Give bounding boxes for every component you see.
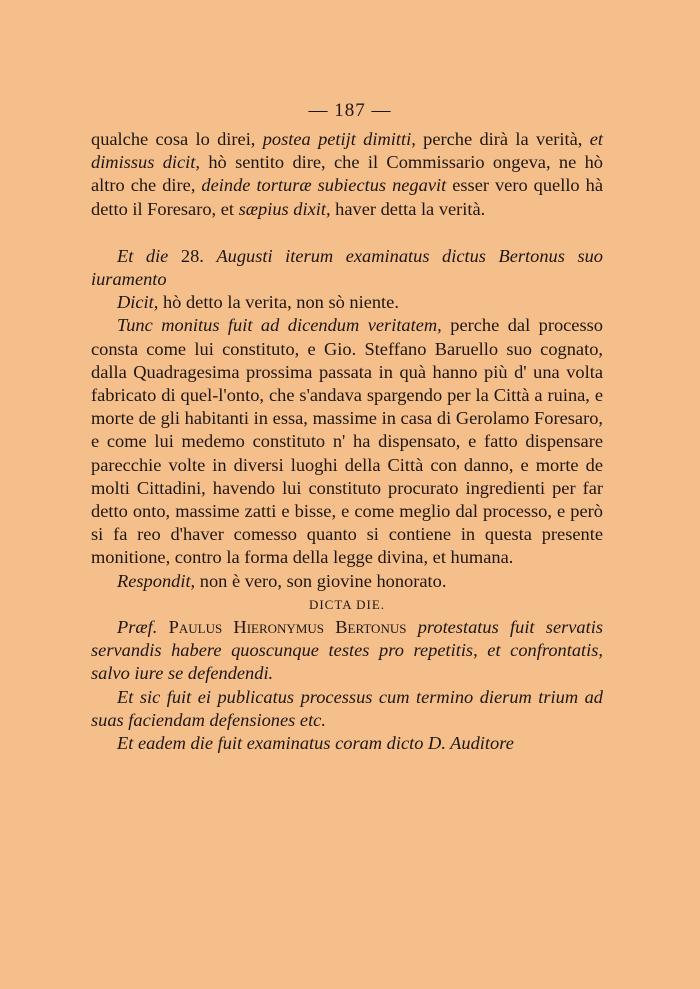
text-run: 28. xyxy=(168,245,217,266)
page-number: — 187 — xyxy=(308,100,392,121)
paragraph xyxy=(91,314,603,569)
italic-text: et dimissus dicit, xyxy=(91,129,603,173)
paragraph-gap xyxy=(91,221,603,245)
text-run: hò sentito dire, che il Commissario ongeva, ne hò altro che dire, xyxy=(91,152,603,196)
page-body-text xyxy=(91,128,603,755)
paragraph xyxy=(91,245,603,291)
italic-text: Respondit, xyxy=(117,570,196,591)
italic-text: protestatus fuit servatis servandis habere quoscunque testes pro repetitis, et confrontatis, salvo iure se defendendi. xyxy=(91,617,603,684)
paragraph xyxy=(91,686,603,732)
italic-text: Tunc monitus fuit ad dicendum veritatem, xyxy=(117,315,442,336)
paragraph xyxy=(91,732,603,755)
text-run: perche dal processo consta come lui constituto, e Gio. Steffano Baruello suo cognato, dalla Quadragesima prossima passata in quà hanno più d' una volta fabricato di quel-l'onto, che s'andava spargendo per la Città a ruina, e morte de gli habitanti in essa, massime in casa di Gerolamo Foresaro, e come lui medemo constituto n' ha dispensato, e fatto dispensare parecchie volte in diversi luoghi della Città con danno, e morte de molti Cittadini, havendo lui constituto procurato ingredienti per far detto onto, massime zatti e bisse, e come meglio dal processo, e però si fa reo d'haver comesso quanto si contiene in questa presente monitione, contro la forma della legge divina, et humana. xyxy=(91,315,603,568)
italic-text: sæpius dixit, xyxy=(238,198,331,219)
small-caps-name: Paulus Hieronymus Bertonus xyxy=(157,617,407,638)
text-run: DICTA DIE. xyxy=(308,596,386,612)
paragraph xyxy=(91,291,603,314)
paragraph xyxy=(91,570,603,593)
italic-text: Augusti iterum examinatus dictus Bertonus suo iuramento xyxy=(91,245,603,290)
italic-text: postea petijt dimitti, xyxy=(262,129,416,149)
text-run: perche dirà la verità, xyxy=(415,129,590,149)
italic-text: Et eadem die fuit examinatus coram dicto D. Auditore xyxy=(117,733,514,754)
text-run: hò detto la verita, non sò niente. xyxy=(158,292,399,313)
paragraph xyxy=(91,128,603,221)
text-run: non è vero, son giovine honorato. xyxy=(195,570,447,591)
text-run: qualche cosa lo direi, xyxy=(91,129,263,149)
paragraph xyxy=(91,616,603,686)
italic-text: Et die xyxy=(117,245,169,266)
section-heading xyxy=(91,593,603,616)
text-run: haver detta la verità. xyxy=(330,198,486,219)
italic-text: Et sic fuit ei publicatus processus cum termino dierum trium ad suas faciendam defensiones etc. xyxy=(91,686,603,730)
italic-text: Præf. xyxy=(117,617,158,638)
text-run: esser vero quello hà detto il Foresaro, et xyxy=(91,175,603,219)
italic-text: Dicit, xyxy=(117,292,159,313)
italic-text: deinde torturæ subiectus negavit xyxy=(201,175,447,196)
